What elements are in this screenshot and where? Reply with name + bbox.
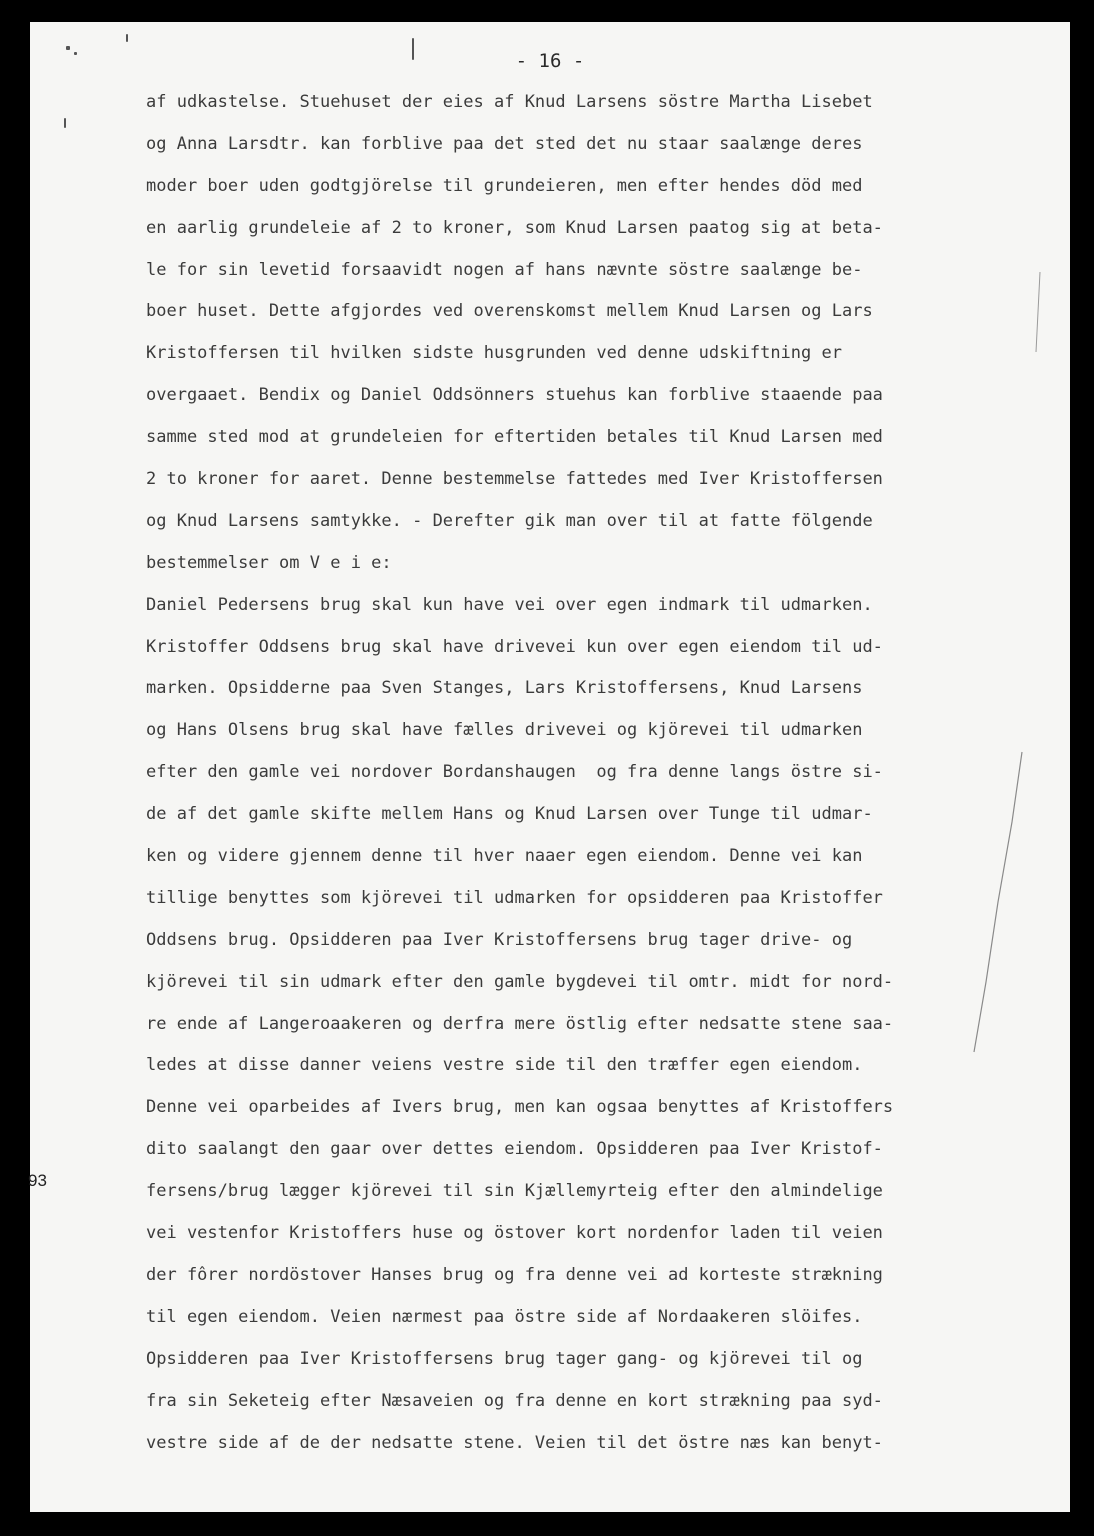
- text-line: og Hans Olsens brug skal have fælles drivevei og kjörevei til udmarken: [146, 720, 863, 741]
- page-number: - 16 -: [515, 50, 585, 72]
- text-line: marken. Opsidderne paa Sven Stanges, Lars Kristoffersens, Knud Larsens: [146, 678, 863, 699]
- text-line: ken og videre gjennem denne til hver naaer egen eiendom. Denne vei kan: [146, 846, 863, 867]
- text-line: af udkastelse. Stuehuset der eies af Knud Larsens söstre Martha Lisebet: [146, 92, 873, 112]
- text-line: moder boer uden godtgjörelse til grundeieren, men efter hendes död med: [146, 175, 863, 196]
- margin-note: 93: [28, 1171, 47, 1190]
- text-line: le for sin levetid forsaavidt nogen af hans nævnte söstre saalænge be-: [146, 259, 863, 280]
- text-line: og Knud Larsens samtykke. - Derefter gik man over til at fatte fölgende: [146, 510, 873, 531]
- text-line: 2 to kroner for aaret. Denne bestemmelse fattedes med Iver Kristoffersen: [146, 469, 883, 490]
- text-line: de af det gamle skifte mellem Hans og Knud Larsen over Tunge til udmar-: [146, 804, 873, 825]
- text-line: efter den gamle vei nordover Bordanshaugen og fra denne langs östre si-: [146, 762, 883, 783]
- text-line: Denne vei oparbeides af Ivers brug, men kan ogsaa benyttes af Kristoffers: [146, 1097, 894, 1118]
- text-line: Kristoffer Oddsens brug skal have drivevei kun over egen eiendom til ud-: [146, 636, 883, 657]
- text-line: en aarlig grundeleie af 2 to kroner, som Knud Larsen paatog sig at beta-: [146, 217, 883, 238]
- pen-stroke-mark: [30, 22, 1070, 1512]
- text-line: vestre side af de der nedsatte stene. Veien til det östre næs kan benyt-: [146, 1432, 883, 1453]
- text-line: Kristoffersen til hvilken sidste husgrunden ved denne udskiftning er: [146, 343, 842, 364]
- text-line: Oddsens brug. Opsidderen paa Iver Kristoffersens brug tager drive- og: [146, 929, 853, 950]
- text-line: Daniel Pedersens brug skal kun have vei over egen indmark til udmarken.: [146, 594, 873, 615]
- text-line: ledes at disse danner veiens vestre side til den træffer egen eiendom.: [146, 1055, 863, 1076]
- text-line: samme sted mod at grundeleien for eftertiden betales til Knud Larsen med: [146, 427, 883, 448]
- text-line: til egen eiendom. Veien nærmest paa östre side af Nordaakeren slöifes.: [146, 1306, 863, 1327]
- text-line: bestemmelser om V e i e:: [146, 552, 392, 573]
- text-line: boer huset. Dette afgjordes ved overenskomst mellem Knud Larsen og Lars: [146, 301, 873, 322]
- text-line: overgaaet. Bendix og Daniel Oddsönners stuehus kan forblive staaende paa: [146, 385, 883, 406]
- text-line: fersens/brug lægger kjörevei til sin Kjællemyrteig efter den almindelige: [146, 1181, 883, 1202]
- text-line: og Anna Larsdtr. kan forblive paa det sted det nu staar saalænge deres: [146, 133, 863, 154]
- text-line: vei vestenfor Kristoffers huse og östover kort nordenfor laden til veien: [146, 1223, 883, 1244]
- text-line: kjörevei til sin udmark efter den gamle bygdevei til omtr. midt for nord-: [146, 971, 894, 992]
- document-page: [30, 22, 1070, 1512]
- text-line: Opsidderen paa Iver Kristoffersens brug tager gang- og kjörevei til og: [146, 1348, 863, 1369]
- text-line: der fôrer nordöstover Hanses brug og fra denne vei ad korteste strækning: [146, 1264, 883, 1285]
- text-line: fra sin Seketeig efter Næsaveien og fra denne en kort strækning paa syd-: [146, 1390, 883, 1411]
- text-line: tillige benyttes som kjörevei til udmarken for opsidderen paa Kristoffer: [146, 887, 883, 908]
- text-line: dito saalangt den gaar over dettes eiendom. Opsidderen paa Iver Kristof-: [146, 1139, 883, 1160]
- text-line: re ende af Langeroaakeren og derfra mere östlig efter nedsatte stene saa-: [146, 1013, 894, 1034]
